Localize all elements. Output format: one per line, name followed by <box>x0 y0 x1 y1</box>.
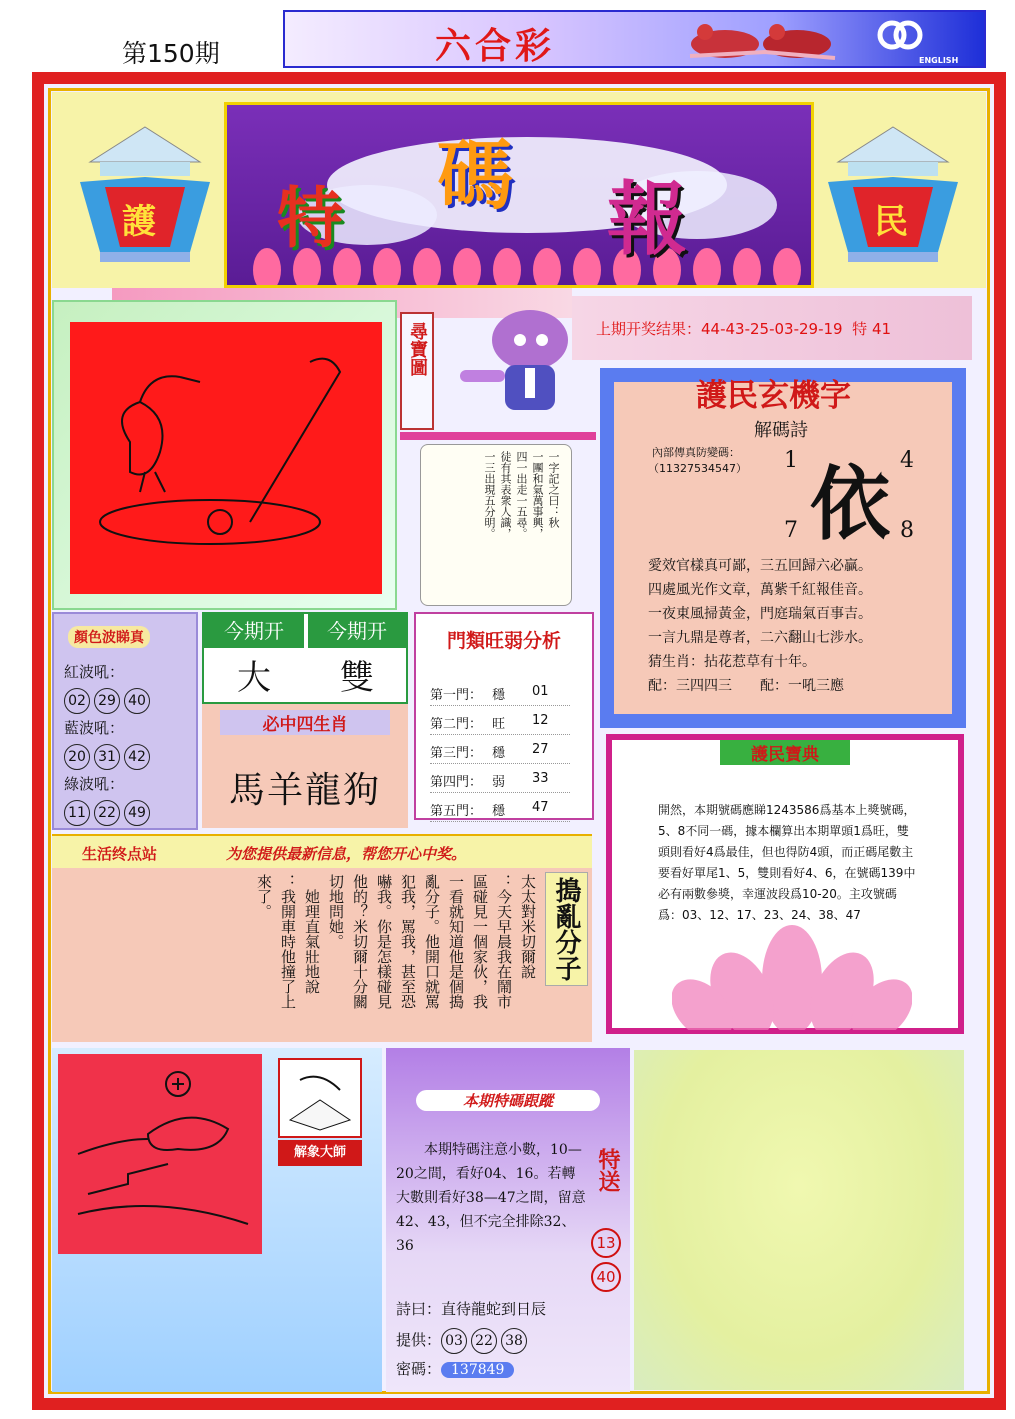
today-right-header: 今期开 <box>308 614 406 648</box>
last-result <box>572 296 972 360</box>
green-wave-label: 綠波吼： <box>64 775 125 793</box>
door-num: 47 <box>532 800 549 815</box>
story-col-8: 他的？米切爾十分關 <box>351 874 369 1009</box>
logo-icon <box>875 20 925 50</box>
doors-panel <box>414 612 594 820</box>
door-status: 穩 <box>492 804 506 819</box>
green-ball-1: 11 <box>64 800 90 826</box>
story-col-9: 切地問她。 <box>327 874 345 949</box>
masthead-center <box>224 102 814 288</box>
door-num: 12 <box>532 713 549 728</box>
door-name: 第三門： <box>430 746 483 761</box>
story-col-1: 太太對米切爾說 <box>519 874 537 979</box>
red-ball-3: 40 <box>124 688 150 714</box>
tracking-panel <box>386 1048 630 1392</box>
last-result-special: 41 <box>871 320 892 338</box>
provide-label: 提供： <box>396 1331 442 1349</box>
right-lantern <box>818 122 968 272</box>
green-ball-2: 22 <box>94 800 120 826</box>
last-result-numbers: 44-43-25-03-29-19 <box>701 320 843 338</box>
door-status: 弱 <box>492 775 506 790</box>
corner-4: 4 <box>900 448 914 473</box>
issue-label: 第150期 <box>122 39 220 68</box>
story-col-4: 一看就知道他是個搗 <box>447 874 465 1009</box>
last-result-special-label: 特 <box>852 320 868 338</box>
masthead-char-3: 報 <box>607 172 687 266</box>
last-result-label: 上期开奖结果： <box>596 320 702 338</box>
masthead <box>52 92 986 288</box>
big-character: 依 <box>810 457 890 551</box>
treasure-label-box <box>400 312 434 430</box>
blue-ball-2: 31 <box>94 744 120 770</box>
door-name: 第四門： <box>430 775 483 790</box>
scroll-line-3: 四一出走一五尋。 <box>515 451 528 539</box>
mystic-line-3: 一夜東風掃黃金，門庭瑞氣百事吉。 <box>648 606 872 622</box>
treasure-picture-frame <box>52 300 397 610</box>
provide-number-1: 03 <box>441 1328 467 1354</box>
mystic-line-4: 一言九鼎是尊者，二六翻山七涉水。 <box>648 630 872 646</box>
scroll-line-1: 一字記之曰：秋 <box>547 451 560 528</box>
blurred-area <box>634 1050 964 1390</box>
classic-panel <box>606 734 964 1034</box>
blue-ball-1: 20 <box>64 744 90 770</box>
monkey-picture <box>58 1054 262 1254</box>
door-row-3 <box>430 742 570 764</box>
door-row-5 <box>430 800 570 822</box>
today-panel <box>202 612 408 704</box>
mystic-footer: 配：三四四三 配：一吼三應 <box>648 678 844 694</box>
tracking-text: 本期特碼注意小數，10—20之間，看好04、16。若轉大數則看好38—47之間，留意42、43，但不完全排除32、36 <box>396 1142 586 1254</box>
tracking-title: 本期特碼跟蹤 <box>416 1090 600 1111</box>
book-picture <box>278 1058 362 1138</box>
mystic-line-1: 愛效官樣真可鄙，三五回歸六必贏。 <box>648 558 872 574</box>
banner-english: ENGLISH <box>919 56 959 65</box>
door-num: 33 <box>532 771 549 786</box>
story-panel <box>52 868 592 1042</box>
door-status: 穩 <box>492 746 506 761</box>
corner-7: 7 <box>784 518 798 543</box>
story-col-11: ：我開車時他撞了上 <box>279 874 297 1009</box>
poem-label: 詩曰： <box>396 1300 442 1318</box>
zodiac-animals: 馬羊龍狗 <box>228 770 381 811</box>
classic-title: 護民寶典 <box>720 740 850 765</box>
zodiac-panel <box>202 704 408 828</box>
banner-title: 六合彩 <box>435 25 556 67</box>
today-left-value: 大 <box>237 658 271 698</box>
story-col-5: 亂分子。他開口就罵 <box>423 874 441 1009</box>
zodiac-title: 必中四生肖 <box>220 710 390 735</box>
tracking-poem: 直待龍蛇到日辰 <box>441 1300 547 1318</box>
provide-number-2: 22 <box>471 1328 497 1354</box>
send-number-1: 13 <box>591 1228 621 1258</box>
door-row-1 <box>430 684 570 706</box>
story-col-6: 犯我，罵我，甚至恐 <box>399 874 417 1009</box>
story-title: 搗亂分子 <box>545 872 588 986</box>
life-slogan: 为您提供最新信息，帮您开心中奖。 <box>226 845 467 863</box>
blue-wave-label: 藍波吼： <box>64 719 125 737</box>
door-num: 27 <box>532 742 549 757</box>
life-banner-label: 生活终点站 <box>82 845 158 863</box>
door-name: 第五門： <box>430 804 483 819</box>
classic-text: 開然，本期號碼應睇1243586爲基本上獎號碼，5、8不同一碼，據本欄算出本期單頭1爲旺，雙頭則看好4爲最佳，但也得防4頭，而正碼尾數主要看好單尾1、5，雙則看好4、6，在號碼139中必有兩數參獎，幸運波段爲10-20。主攻號碼爲：03、12、17、23、24、38、47 <box>658 803 916 922</box>
mystic-title: 護民玄機字 <box>696 378 851 414</box>
story-col-10: 她理直氣壯地說 <box>303 874 321 994</box>
send-number-2: 40 <box>591 1262 621 1292</box>
provide-number-3: 38 <box>501 1328 527 1354</box>
door-status: 旺 <box>492 717 506 732</box>
treasure-picture <box>70 322 382 594</box>
story-col-7: 嚇我。你是怎樣碰見 <box>375 874 393 1009</box>
treasure-label: 尋寶圖 <box>407 322 428 376</box>
door-row-2 <box>430 713 570 735</box>
door-name: 第二門： <box>430 717 483 732</box>
story-col-12: 來了。 <box>255 874 273 919</box>
mascot-image <box>450 300 590 430</box>
corner-8: 8 <box>900 518 914 543</box>
top-banner <box>283 10 986 68</box>
life-banner <box>52 834 592 868</box>
blue-ball-3: 42 <box>124 744 150 770</box>
interpreter-label: 解象大師 <box>278 1140 362 1166</box>
fax-number: （11327534547） <box>648 462 747 475</box>
masthead-char-1: 特 <box>277 179 343 257</box>
today-left-header: 今期开 <box>204 614 304 648</box>
scroll-poem <box>420 444 572 606</box>
mystic-line-5: 猜生肖：拈花惹草有十年。 <box>648 654 816 670</box>
left-lantern-char: 護 <box>122 202 156 242</box>
mystic-subtitle: 解碼詩 <box>754 420 808 441</box>
story-col-2: ：今天早晨我在鬧市 <box>495 874 513 1009</box>
fax-label: 內部傳真防變碼： <box>652 446 740 459</box>
door-status: 穩 <box>492 688 506 703</box>
mystic-line-2: 四處風光作文章，萬紫千紅報佳音。 <box>648 582 872 598</box>
color-wave-panel <box>52 612 198 830</box>
today-right-value: 雙 <box>340 658 374 698</box>
password-label: 密碼： <box>396 1360 442 1378</box>
red-ball-1: 02 <box>64 688 90 714</box>
masthead-char-2: 碼 <box>437 131 513 220</box>
door-num: 01 <box>532 684 549 699</box>
right-lantern-char: 民 <box>874 202 908 242</box>
story-col-3: 區碰見一個家伙，我 <box>471 874 489 1009</box>
color-wave-title: 顏色波睇真 <box>68 626 150 648</box>
scroll-line-4: 徒有其表衆人識， <box>499 451 512 539</box>
password-value: 137849 <box>441 1362 514 1378</box>
door-name: 第一門： <box>430 688 483 703</box>
red-wave-label: 紅波吼： <box>64 663 125 681</box>
left-lantern <box>70 122 220 272</box>
pink-divider <box>400 432 596 440</box>
red-ball-2: 29 <box>94 688 120 714</box>
scroll-line-5: 一三出現五分明。 <box>483 451 496 539</box>
doors-title: 門類旺弱分析 <box>446 630 561 652</box>
green-ball-3: 49 <box>124 800 150 826</box>
scroll-line-2: 一團和氣萬事興， <box>531 451 544 539</box>
door-row-4 <box>430 771 570 793</box>
corner-1: 1 <box>784 448 798 473</box>
horses-image <box>685 16 845 64</box>
send-label: 特送 <box>595 1148 621 1192</box>
mystic-panel <box>600 368 966 728</box>
